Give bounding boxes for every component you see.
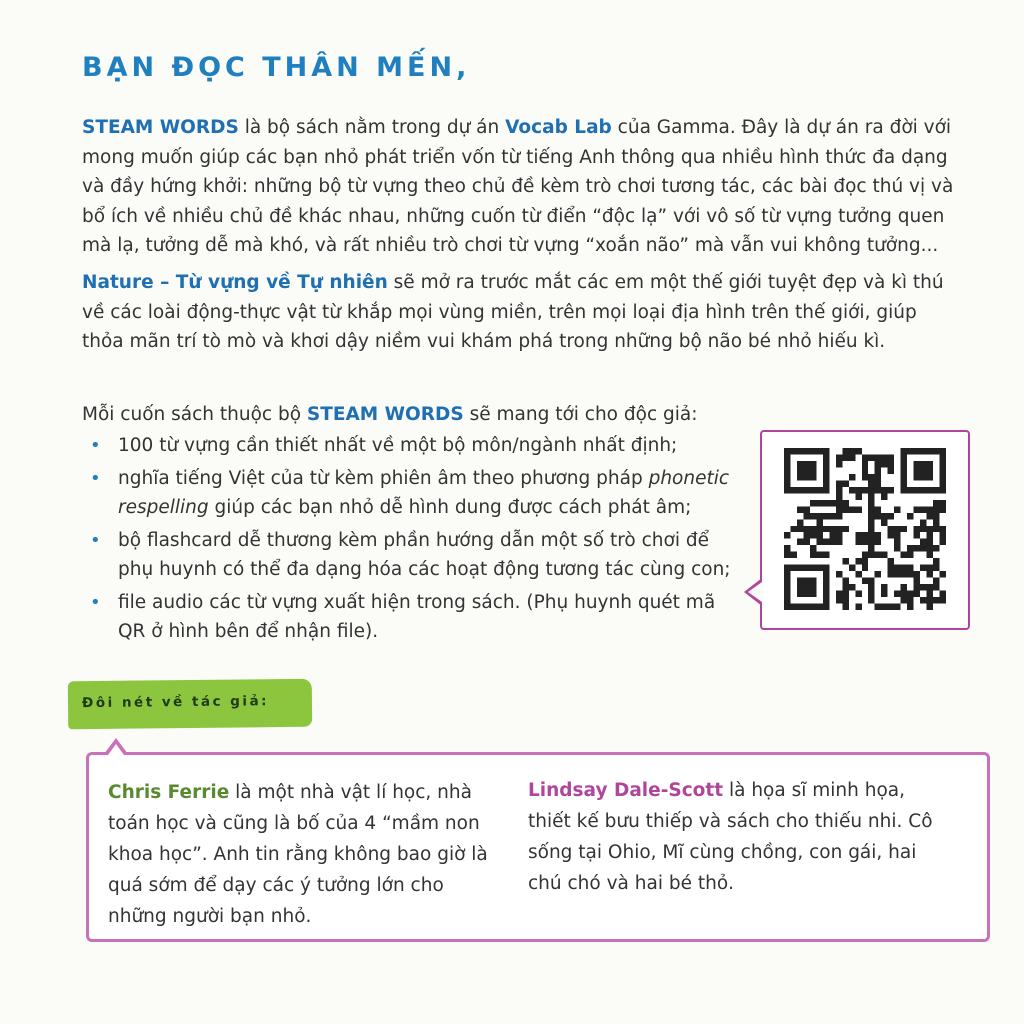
author-text-2: là họa sĩ minh họa, thiết kế bưu thiếp và sách cho thiếu nhi. Cô sống tại Ohio, Mĩ cùng chồng, con gái, hai chú chó và hai bé thỏ. bbox=[528, 780, 933, 894]
bullet-icon: • bbox=[90, 435, 101, 456]
author-text-1: là một nhà vật lí học, nhà toán học và cũng là bố của 4 “mầm non khoa học”. Anh tin rằng không bao giờ là quá sớm để dạy các ý tưởng lớn cho những người bạn nhỏ. bbox=[108, 782, 488, 927]
speech-tail-inner bbox=[748, 582, 762, 602]
page-heading: BẠN ĐỌC THÂN MẾN, bbox=[82, 52, 471, 83]
offer-brand: STEAM WORDS bbox=[306, 404, 464, 425]
list-item bbox=[88, 464, 738, 523]
nature-paragraph bbox=[82, 268, 962, 357]
author-name-2: Lindsay Dale-Scott bbox=[528, 780, 724, 801]
intro-paragraph bbox=[82, 113, 962, 261]
bullet-icon: • bbox=[90, 529, 101, 551]
author-section-label: Đôi nét về tác giả: bbox=[81, 693, 270, 712]
list-item bbox=[88, 431, 738, 461]
bullet-text: nghĩa tiếng Việt của từ kèm phiên âm theo phương pháp bbox=[118, 467, 649, 489]
bullet-text: 100 từ vựng cần thiết nhất về một bộ môn/ngành nhất định; bbox=[118, 435, 678, 456]
bullet-icon: • bbox=[90, 591, 101, 613]
nature-title: Nature – Từ vựng về Tự nhiên bbox=[82, 272, 388, 293]
vocab-lab-label: Vocab Lab bbox=[505, 117, 612, 138]
bullet-text: file audio các từ vựng xuất hiện trong sách. (Phụ huynh quét mã QR ở hình bên để nhận file). bbox=[118, 591, 716, 642]
intro-text-1: là bộ sách nằm trong dự án bbox=[238, 117, 506, 138]
author-bio-1 bbox=[108, 777, 488, 932]
author-bio-2 bbox=[528, 775, 948, 899]
offer-text-2: sẽ mang tới cho độc giả: bbox=[463, 404, 698, 425]
feature-list bbox=[88, 431, 738, 650]
author-section-tag bbox=[68, 679, 312, 730]
author-name-1: Chris Ferrie bbox=[108, 782, 230, 803]
bullet-icon: • bbox=[90, 467, 101, 489]
nature-text: sẽ mở ra trước mắt các em một thế giới tuyệt đẹp và kì thú về các loài động-thực vật từ khắp mọi vùng miền, trên mọi loại địa hình trên thế giới, giúp thỏa mãn trí tò mò và khơi dậy niềm vui khám phá trong những bộ não bé nhỏ hiếu kì. bbox=[82, 272, 944, 352]
bullet-text: giúp các bạn nhỏ dễ hình dung được cách phát âm; bbox=[208, 497, 692, 518]
offer-text-1: Mỗi cuốn sách thuộc bộ bbox=[82, 404, 307, 425]
list-item bbox=[88, 526, 738, 585]
speech-tail-inner bbox=[108, 744, 124, 755]
bullet-emphasis: phonetic respelling bbox=[118, 467, 730, 518]
bullet-text: bộ flashcard dễ thương kèm phần hướng dẫn một số trò chơi để phụ huynh có thể đa dạng hóa các hoạt động tương tác cùng con; bbox=[118, 529, 731, 580]
offer-paragraph bbox=[82, 400, 962, 430]
intro-text-2: của Gamma. Đây là dự án ra đời với mong muốn giúp các bạn nhỏ phát triển vốn từ tiếng Anh thông qua nhiều hình thức đa dạng và đầy hứng khởi: những bộ từ vựng theo chủ đề kèm trò chơi tương tác, các bài đọc thú vị và bổ ích về nhiều chủ đề khác nhau, những cuốn từ điển “độc lạ” với vô số từ vựng tưởng quen mà lạ, tưởng dễ mà khó, và rất nhiều trò chơi từ vựng “xoắn não” mà vẫn vui không tưởng... bbox=[82, 117, 954, 256]
steam-words-label: STEAM WORDS bbox=[82, 117, 239, 138]
qr-code-icon[interactable] bbox=[784, 448, 946, 610]
list-item bbox=[88, 588, 738, 647]
